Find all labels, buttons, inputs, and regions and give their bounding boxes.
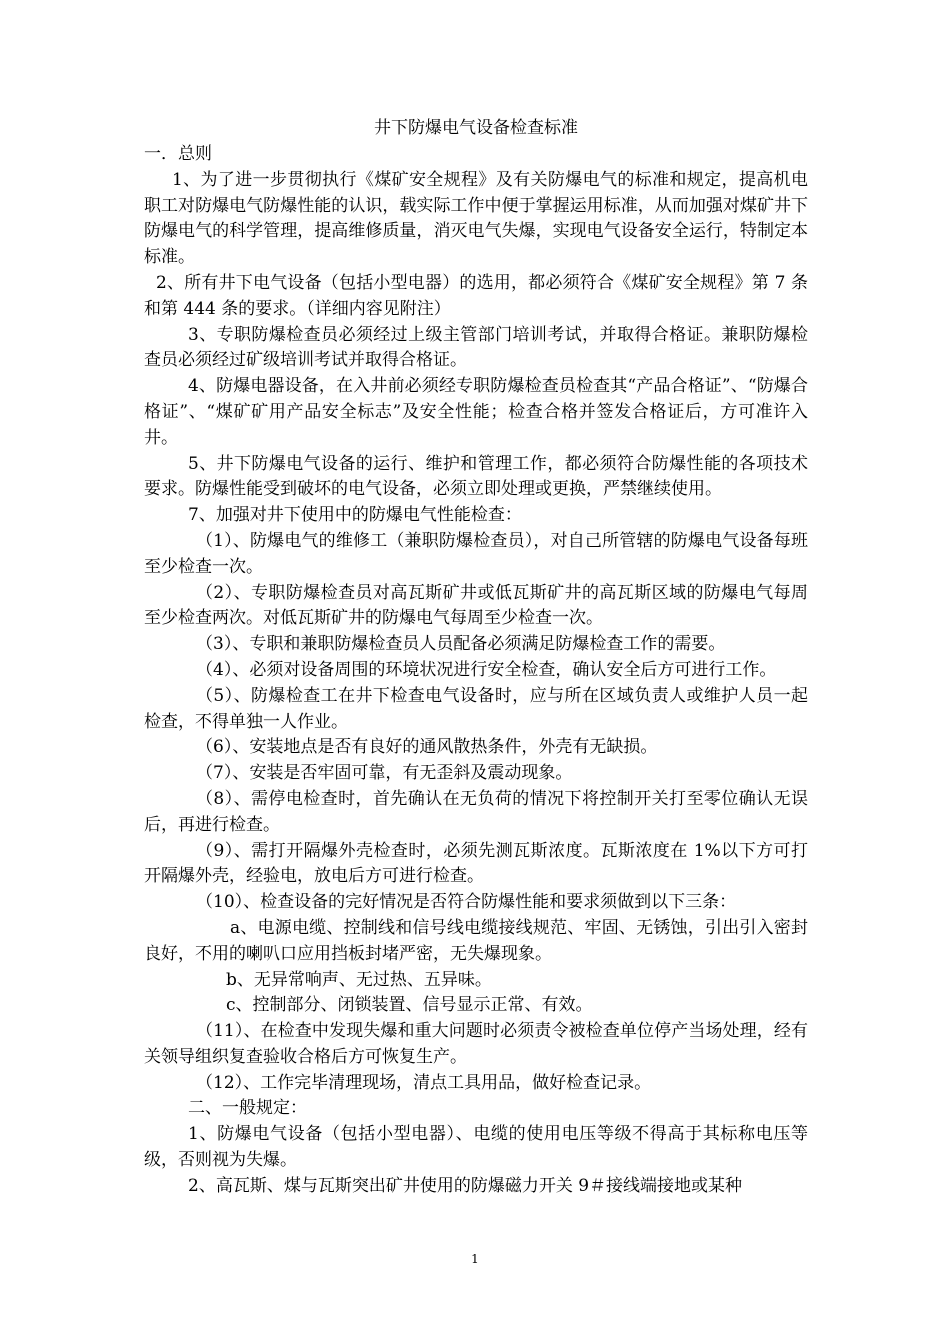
paragraph-3: 3、专职防爆检查员必须经过上级主管部门培训考试，并取得合格证。兼职防爆检查员必须经过矿级培训考试并取得合格证。 — [144, 324, 808, 371]
paragraph-7: 7、加强对井下使用中的防爆电气性能检查： — [188, 505, 522, 526]
item-1: （1）、防爆电气的维修工（兼职防爆检查员），对自己所管辖的防爆电气设备每班至少检查一次。 — [144, 530, 808, 577]
paragraph-4: 4、防爆电器设备，在入井前必须经专职防爆检查员检查其“产品合格证”、“防爆合格证”、“煤矿矿用产品安全标志”及安全性能；检查合格并签发合格证后，方可准许入井。 — [144, 376, 808, 448]
rule-1: 1、防爆电气设备（包括小型电器）、电缆的使用电压等级不得高于其标称电压等级，否则视为失爆。 — [144, 1124, 808, 1171]
paragraph-5: 5、井下防爆电气设备的运行、维护和管理工作，都必须符合防爆性能的各项技术要求。防爆性能受到破坏的电气设备，必须立即处理或更换，严禁继续使用。 — [144, 453, 808, 500]
sub-item-b: b、无异常响声、无过热、五异味。 — [226, 969, 492, 990]
section-heading-general-rules: 二、一般规定： — [188, 1098, 307, 1119]
item-12: （12）、工作完毕清理现场，清点工具用品，做好检查记录。 — [196, 1072, 652, 1093]
item-6: （6）、安装地点是否有良好的通风散热条件，外壳有无缺损。 — [196, 737, 658, 758]
item-4: （4）、必须对设备周围的环境状况进行安全检查，确认安全后方可进行工作。 — [196, 659, 777, 680]
page-number: 1 — [471, 1252, 479, 1266]
item-8: （8）、需停电检查时，首先确认在无负荷的情况下将控制开关打至零位确认无误后，再进行检查。 — [144, 788, 808, 835]
item-10: （10）、检查设备的完好情况是否符合防爆性能和要求须做到以下三条： — [196, 892, 737, 913]
document-title: 井下防爆电气设备检查标准 — [374, 118, 578, 138]
item-7: （7）、安装是否牢固可靠，有无歪斜及震动现象。 — [196, 763, 573, 784]
paragraph-2: 2、所有井下电气设备（包括小型电器）的选用，都必须符合《煤矿安全规程》第 7 条和第 444 条的要求。（详细内容见附注） — [144, 272, 808, 319]
section-heading-general: 一．总则 — [144, 144, 212, 164]
rule-2: 2、高瓦斯、煤与瓦斯突出矿井使用的防爆磁力开关 9＃接线端接地或某种 — [188, 1175, 743, 1196]
item-5: （5）、防爆检查工在井下检查电气设备时，应与所在区域负责人或维护人员一起检查，不得单独一人作业。 — [144, 685, 808, 732]
item-2: （2）、专职防爆检查员对高瓦斯矿井或低瓦斯矿井的高瓦斯区域的防爆电气每周至少检查两次。对低瓦斯矿井的防爆电气每周至少检查一次。 — [144, 582, 808, 629]
paragraph-1: 1、为了进一步贯彻执行《煤矿安全规程》及有关防爆电气的标准和规定，提高机电职工对防爆电气防爆性能的认识，载实际工作中便于掌握运用标准，从而加强对煤矿井下防爆电气的科学管理，提高维修质量，消灭电气失爆，实现电气设备安全运行，特制定本标准。 — [144, 169, 808, 268]
document-body — [144, 116, 808, 1200]
item-11: （11）、在检查中发现失爆和重大问题时必须责令被检查单位停产当场处理，经有关领导组织复查验收合格后方可恢复生产。 — [144, 1021, 808, 1067]
sub-item-a: a、电源电缆、控制线和信号线电缆接线规范、牢固、无锈蚀，引出引入密封良好，不用的喇叭口应用挡板封堵严密，无失爆现象。 — [144, 917, 808, 964]
item-3: （3）、专职和兼职防爆检查员人员配备必须满足防爆检查工作的需要。 — [196, 634, 726, 655]
sub-item-c: c、控制部分、闭锁装置、信号显示正常、有效。 — [226, 995, 593, 1016]
item-9: （9）、需打开隔爆外壳检查时，必须先测瓦斯浓度。瓦斯浓度在 1%以下方可打开隔爆外壳，经验电，放电后方可进行检查。 — [144, 840, 808, 887]
